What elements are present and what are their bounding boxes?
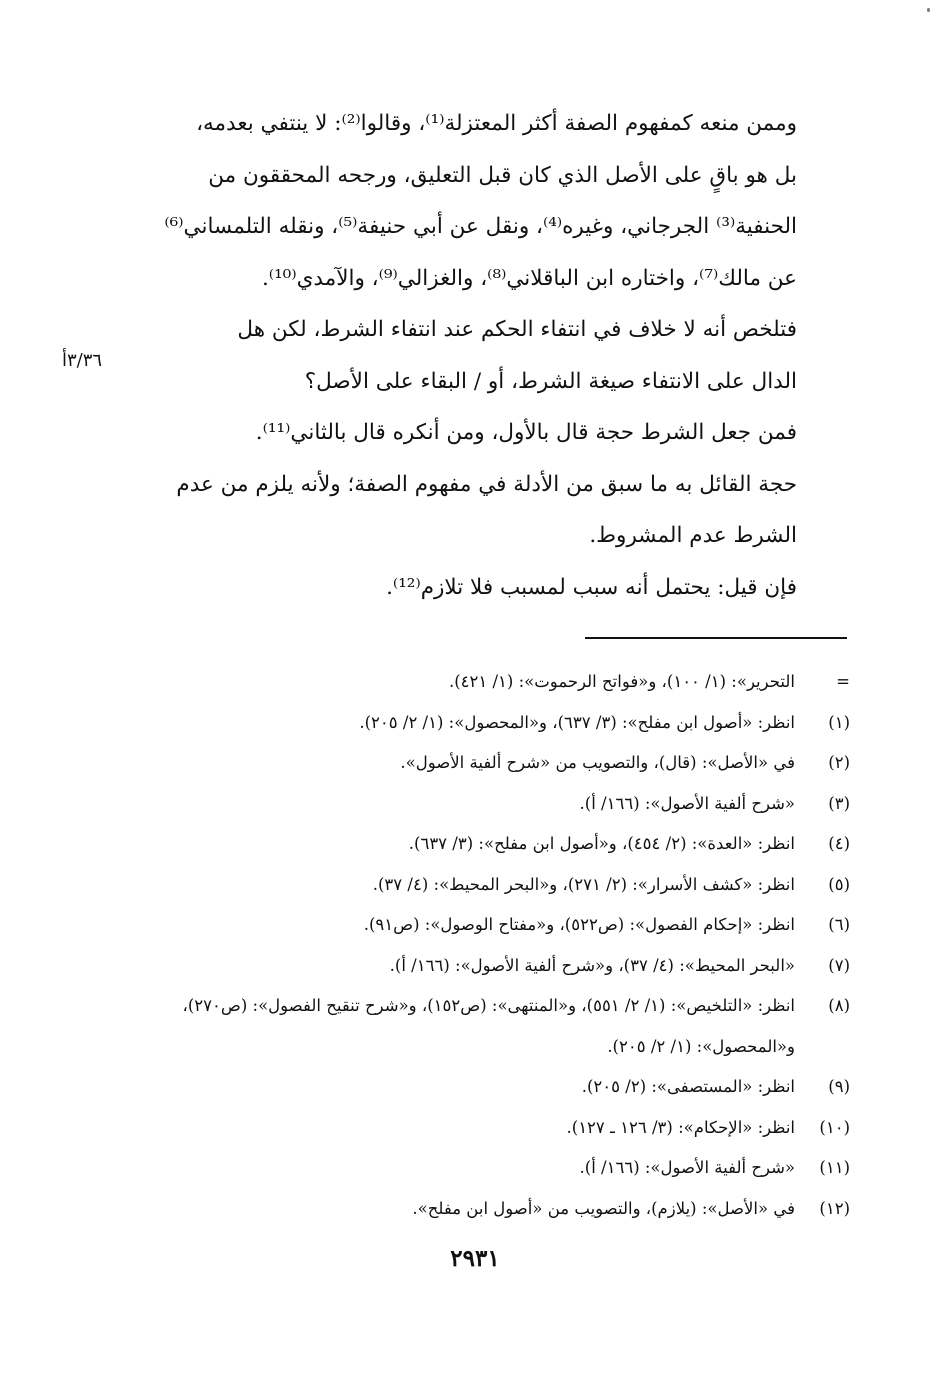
footnote-separator xyxy=(585,637,847,639)
footnote-text: انظر: «الإحكام»: (٣/ ١٢٦ ـ ١٢٧). xyxy=(566,1117,795,1137)
footnote-item xyxy=(145,946,850,987)
footnote-item xyxy=(145,905,850,946)
paragraph-2 xyxy=(145,304,845,407)
text-line: بل هو باقٍ على الأصل الذي كان قبل التعليق، ورجحه المحققون من xyxy=(208,162,797,188)
footnote-item xyxy=(145,986,850,1067)
text-line: الشرط عدم المشروط. xyxy=(589,523,797,548)
footnote-text: التحرير»: (١/ ١٠٠)، و«فواتح الرحموت»: (١/ ٤٢١). xyxy=(448,672,795,691)
footnote-text: «شرح ألفية الأصول»: (١٦٦/ أ). xyxy=(579,793,795,813)
footnote-number: (٨) xyxy=(828,996,850,1015)
footnote-item xyxy=(145,1067,850,1108)
footnote-number: (٦) xyxy=(828,915,850,934)
footnote-item xyxy=(145,1108,850,1149)
footnote-text: انظر: «التلخيص»: (١/ ٢/ ٥٥١)، و«المنتهى»: (ص١٥٢)، و«شرح تنقيح الفصول»: (ص٢٧٠)، و«المحصول»: (١/ ٢/ ٢٠٥). xyxy=(182,996,795,1056)
scan-speck xyxy=(927,8,930,12)
text-line: الدال على الانتفاء صيغة الشرط، أو / البقاء على الأصل؟ xyxy=(304,368,797,394)
text-line: وممن منعه كمفهوم الصفة أكثر المعتزلة⁽¹⁾، وقالوا⁽²⁾: لا ينتفي بعدمه، xyxy=(196,111,797,136)
page-number: ٢٩٣١ xyxy=(450,1245,500,1272)
footnote-item xyxy=(145,784,850,825)
footnote-number: (٧) xyxy=(828,955,850,975)
footnote-item xyxy=(145,743,850,784)
footnote-text: انظر: «العدة»: (٢/ ٤٥٤)، و«أصول ابن مفلح»: (٣/ ٦٣٧). xyxy=(408,834,795,853)
footnote-item xyxy=(145,1189,850,1230)
text-line: فمن جعل الشرط حجة قال بالأول، ومن أنكره قال بالثاني⁽¹¹⁾. xyxy=(255,420,797,445)
footnote-item xyxy=(145,824,850,865)
text-line: حجة القائل به ما سبق من الأدلة في مفهوم الصفة؛ ولأنه يلزم من عدم xyxy=(176,471,797,497)
footnote-text: انظر: «إحكام الفصول»: (ص٥٢٢)، و«مفتاح الوصول»: (ص٩١). xyxy=(363,915,795,934)
manuscript-folio-reference: ٣/٣٦أ xyxy=(62,350,103,371)
footnote-text: انظر: «أصول ابن مفلح»: (٣/ ٦٣٧)، و«المحصول»: (١/ ٢/ ٢٠٥). xyxy=(359,712,795,732)
footnote-number: (٥) xyxy=(828,874,850,894)
footnote-number: = xyxy=(836,672,850,691)
footnote-number: (١٢) xyxy=(819,1198,850,1218)
footnote-text: انظر: «المستصفى»: (٢/ ٢٠٥). xyxy=(581,1077,795,1096)
paragraph-5 xyxy=(145,562,845,614)
footnote-item xyxy=(145,703,850,744)
main-text xyxy=(145,98,845,613)
footnote-text: «البحر المحيط»: (٤/ ٣٧)، و«شرح ألفية الأصول»: (١٦٦/ أ). xyxy=(389,955,795,975)
text-line: عن مالك⁽⁷⁾، واختاره ابن الباقلاني⁽⁸⁾، والغزالي⁽⁹⁾، والآمدي⁽¹⁰⁾. xyxy=(261,265,797,291)
footnote-text: «شرح ألفية الأصول»: (١٦٦/ أ). xyxy=(579,1158,795,1177)
footnote-number: (٣) xyxy=(828,793,850,813)
text-line: فتلخص أنه لا خلاف في انتفاء الحكم عند انتفاء الشرط، لكن هل xyxy=(237,317,797,342)
text-line: الحنفية⁽³⁾ الجرجاني، وغيره⁽⁴⁾، ونقل عن أبي حنيفة⁽⁵⁾، ونقله التلمساني⁽⁶⁾ xyxy=(164,214,797,239)
footnote-item xyxy=(145,865,850,906)
footnote-number: (١٠) xyxy=(819,1117,850,1137)
footnote-number: (١) xyxy=(828,712,850,732)
footnote-number: (٤) xyxy=(828,834,850,853)
footnotes xyxy=(145,662,850,1229)
footnote-text: في «الأصل»: (قال)، والتصويب من «شرح ألفية الأصول». xyxy=(400,753,795,772)
footnote-number: (٢) xyxy=(828,753,850,772)
text-line: فإن قيل: يحتمل أنه سبب لمسبب فلا تلازم⁽¹²⁾. xyxy=(386,574,797,600)
paragraph-4 xyxy=(145,459,845,562)
footnote-number: (١١) xyxy=(819,1158,850,1177)
footnote-item xyxy=(145,1148,850,1189)
footnote-item xyxy=(145,662,850,703)
paragraph-1 xyxy=(145,98,845,304)
paragraph-3 xyxy=(145,407,845,459)
footnote-text: انظر: «كشف الأسرار»: (٢/ ٢٧١)، و«البحر المحيط»: (٤/ ٣٧). xyxy=(372,874,795,894)
footnote-number: (٩) xyxy=(828,1077,850,1096)
footnote-text: في «الأصل»: (يلازم)، والتصويب من «أصول ابن مفلح». xyxy=(412,1198,795,1218)
